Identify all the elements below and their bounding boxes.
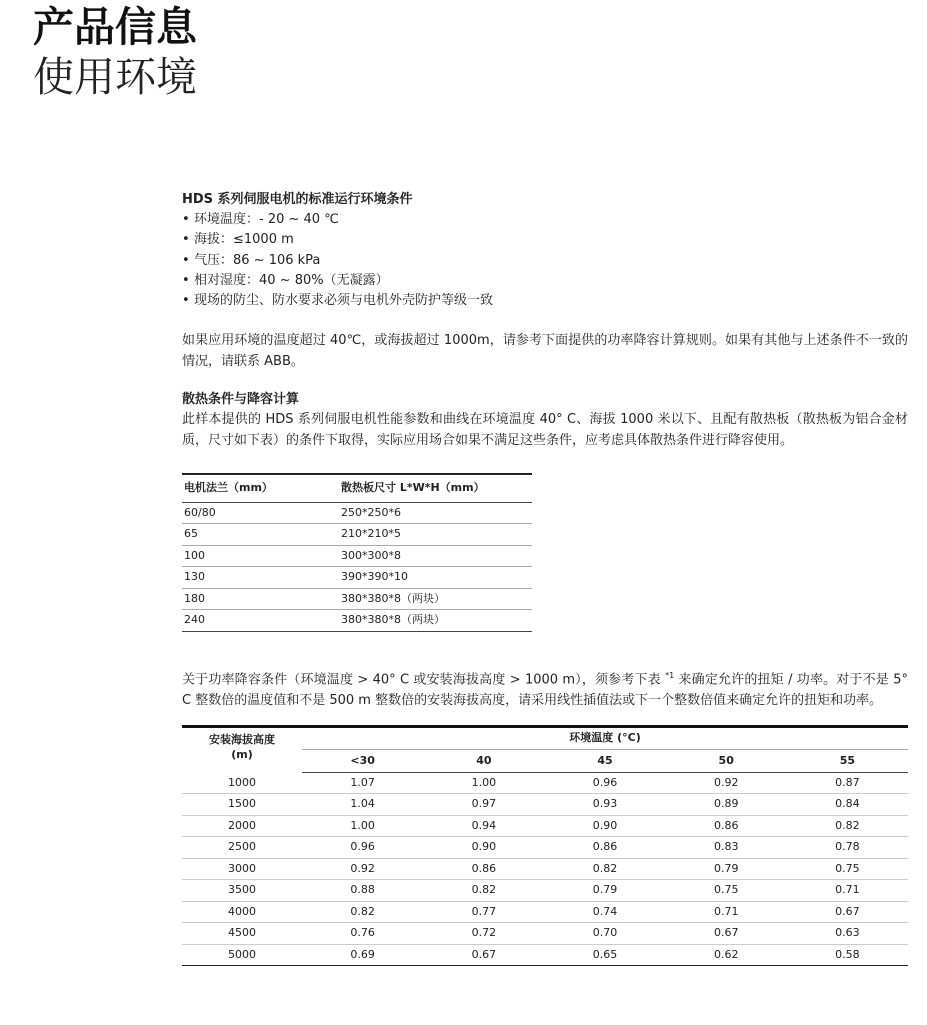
altitude-cell: 4500 <box>182 923 302 945</box>
derating-factor-cell: 0.67 <box>666 923 787 945</box>
table-cell: 240 <box>182 610 339 632</box>
derating-factor-cell: 0.65 <box>544 944 665 966</box>
table-row <box>182 858 908 880</box>
derating-factor-cell: 0.82 <box>423 880 544 902</box>
table-cell: 380*380*8（两块） <box>339 610 532 632</box>
altitude-cell: 2500 <box>182 837 302 859</box>
table-row <box>182 567 532 589</box>
bullet-icon: • <box>182 252 190 268</box>
standard-note: 如果应用环境的温度超过 40℃，或海拔超过 1000m，请参考下面提供的功率降容计算规则。如果有其他与上述条件不一致的情况，请联系 ABB。 <box>182 333 908 369</box>
list-item-text: 海拔：≤1000 m <box>194 232 294 248</box>
list-item <box>182 230 908 250</box>
derating-factor-cell: 0.69 <box>302 944 423 966</box>
table-cell: 250*250*6 <box>339 502 532 524</box>
altitude-cell: 3500 <box>182 880 302 902</box>
table-cell: 380*380*8（两块） <box>339 588 532 610</box>
column-group-header-temperature: 环境温度 (°C) <box>302 727 908 750</box>
derating-factor-cell: 0.92 <box>302 858 423 880</box>
column-header-flange: 电机法兰（mm） <box>182 474 339 502</box>
derating-factor-cell: 0.67 <box>787 901 908 923</box>
derating-factor-cell: 0.76 <box>302 923 423 945</box>
derating-factor-cell: 0.93 <box>544 794 665 816</box>
bullet-icon: • <box>182 293 190 309</box>
column-header-temp: 40 <box>423 749 544 772</box>
derating-factor-cell: 0.89 <box>666 794 787 816</box>
table-cell: 210*210*5 <box>339 524 532 546</box>
table-row <box>182 923 908 945</box>
table-header-row <box>182 727 908 750</box>
altitude-cell: 4000 <box>182 901 302 923</box>
list-item <box>182 210 908 230</box>
table-row <box>182 901 908 923</box>
table-cell: 60/80 <box>182 502 339 524</box>
cooling-text: 此样本提供的 HDS 系列伺服电机性能参数和曲线在环境温度 40° C、海拔 1000 米以下、且配有散热板（散热板为铝合金材质，尺寸如下表）的条件下取得，实际应用场合如果不满足这些条件，应考虑具体散热条件进行降容使用。 <box>182 412 908 448</box>
table-row <box>182 944 908 966</box>
table-row <box>182 502 532 524</box>
derating-factor-cell: 0.77 <box>423 901 544 923</box>
derating-factor-cell: 0.75 <box>787 858 908 880</box>
derating-factor-cell: 1.00 <box>302 815 423 837</box>
table-cell: 65 <box>182 524 339 546</box>
table-row <box>182 588 532 610</box>
table-row <box>182 610 532 632</box>
derating-factor-cell: 0.96 <box>544 772 665 794</box>
derating-factor-cell: 0.62 <box>666 944 787 966</box>
derating-factor-cell: 1.00 <box>423 772 544 794</box>
table-cell: 300*300*8 <box>339 545 532 567</box>
table-cell: 130 <box>182 567 339 589</box>
standard-conditions-list <box>182 210 908 311</box>
altitude-cell: 3000 <box>182 858 302 880</box>
altitude-cell: 5000 <box>182 944 302 966</box>
column-header-temp: 50 <box>666 749 787 772</box>
derating-factor-cell: 0.88 <box>302 880 423 902</box>
column-header-temp: 45 <box>544 749 665 772</box>
derating-factor-cell: 0.83 <box>666 837 787 859</box>
derating-factor-cell: 0.97 <box>423 794 544 816</box>
bullet-icon: • <box>182 232 190 248</box>
derating-factor-cell: 0.72 <box>423 923 544 945</box>
table-row <box>182 772 908 794</box>
derating-text <box>182 666 908 711</box>
list-item-text: 环境温度：- 20 ~ 40 ℃ <box>194 212 339 227</box>
derating-factor-cell: 0.74 <box>544 901 665 923</box>
content-column <box>182 190 908 966</box>
derating-factor-cell: 0.58 <box>787 944 908 966</box>
altitude-cell: 1500 <box>182 794 302 816</box>
standard-conditions-heading: HDS 系列伺服电机的标准运行环境条件 <box>182 192 413 207</box>
derating-factor-cell: 0.84 <box>787 794 908 816</box>
derating-factor-cell: 0.96 <box>302 837 423 859</box>
derating-factor-cell: 0.86 <box>666 815 787 837</box>
flange-table <box>182 473 532 632</box>
column-header-altitude <box>182 727 302 773</box>
list-item-text: 气压：86 ~ 106 kPa <box>194 252 321 268</box>
derating-factor-cell: 0.90 <box>423 837 544 859</box>
list-item-text: 相对湿度：40 ~ 80%（无凝露） <box>194 272 389 288</box>
column-header-temp: 55 <box>787 749 908 772</box>
table-cell: 100 <box>182 545 339 567</box>
derating-table <box>182 725 908 966</box>
derating-factor-cell: 0.79 <box>666 858 787 880</box>
derating-factor-cell: 0.78 <box>787 837 908 859</box>
column-header-plate-size: 散热板尺寸 L*W*H（mm） <box>339 474 532 502</box>
table-cell: 390*390*10 <box>339 567 532 589</box>
list-item-text: 现场的防尘、防水要求必须与电机外壳防护等级一致 <box>194 293 494 309</box>
derating-factor-cell: 0.70 <box>544 923 665 945</box>
derating-factor-cell: 0.67 <box>423 944 544 966</box>
derating-factor-cell: 0.63 <box>787 923 908 945</box>
derating-factor-cell: 0.90 <box>544 815 665 837</box>
bullet-icon: • <box>182 272 190 288</box>
derating-factor-cell: 0.71 <box>666 901 787 923</box>
derating-factor-cell: 0.92 <box>666 772 787 794</box>
derating-factor-cell: 0.87 <box>787 772 908 794</box>
table-row <box>182 815 908 837</box>
page-title: 产品信息 <box>33 3 197 51</box>
derating-factor-cell: 1.04 <box>302 794 423 816</box>
table-row <box>182 880 908 902</box>
table-row <box>182 524 532 546</box>
list-item <box>182 251 908 271</box>
derating-factor-cell: 0.79 <box>544 880 665 902</box>
derating-factor-cell: 0.71 <box>787 880 908 902</box>
altitude-cell: 1000 <box>182 772 302 794</box>
altitude-cell: 2000 <box>182 815 302 837</box>
derating-factor-cell: 0.86 <box>423 858 544 880</box>
column-header-temp: <30 <box>302 749 423 772</box>
bullet-icon: • <box>182 212 190 227</box>
derating-factor-cell: 0.82 <box>787 815 908 837</box>
derating-table-body <box>182 772 908 966</box>
table-row <box>182 545 532 567</box>
cooling-heading: 散热条件与降容计算 <box>182 392 300 408</box>
derating-factor-cell: 0.82 <box>544 858 665 880</box>
derating-text-part2: 来确定允许的扭矩 / 功率。对于不是 5° C 整数倍的温度值和不是 500 m 整数倍的安装海拔高度，请采用线性插值法或下一个整数倍值来确定允许的扭矩和功率。 <box>182 672 908 708</box>
altitude-header-unit: (m) <box>231 748 253 762</box>
table-row <box>182 794 908 816</box>
footnote-marker: *1 <box>665 670 675 680</box>
list-item <box>182 271 908 291</box>
derating-factor-cell: 1.07 <box>302 772 423 794</box>
derating-factor-cell: 0.94 <box>423 815 544 837</box>
page-subtitle: 使用环境 <box>33 53 197 101</box>
derating-text-part1: 关于功率降容条件（环境温度 > 40° C 或安装海拔高度 > 1000 m），须参考下表 <box>182 672 666 688</box>
list-item <box>182 291 908 311</box>
derating-factor-cell: 0.75 <box>666 880 787 902</box>
altitude-header-label: 安装海拔高度 <box>209 733 275 747</box>
table-cell: 180 <box>182 588 339 610</box>
derating-factor-cell: 0.82 <box>302 901 423 923</box>
derating-factor-cell: 0.86 <box>544 837 665 859</box>
table-header-row <box>182 474 532 502</box>
table-row <box>182 837 908 859</box>
